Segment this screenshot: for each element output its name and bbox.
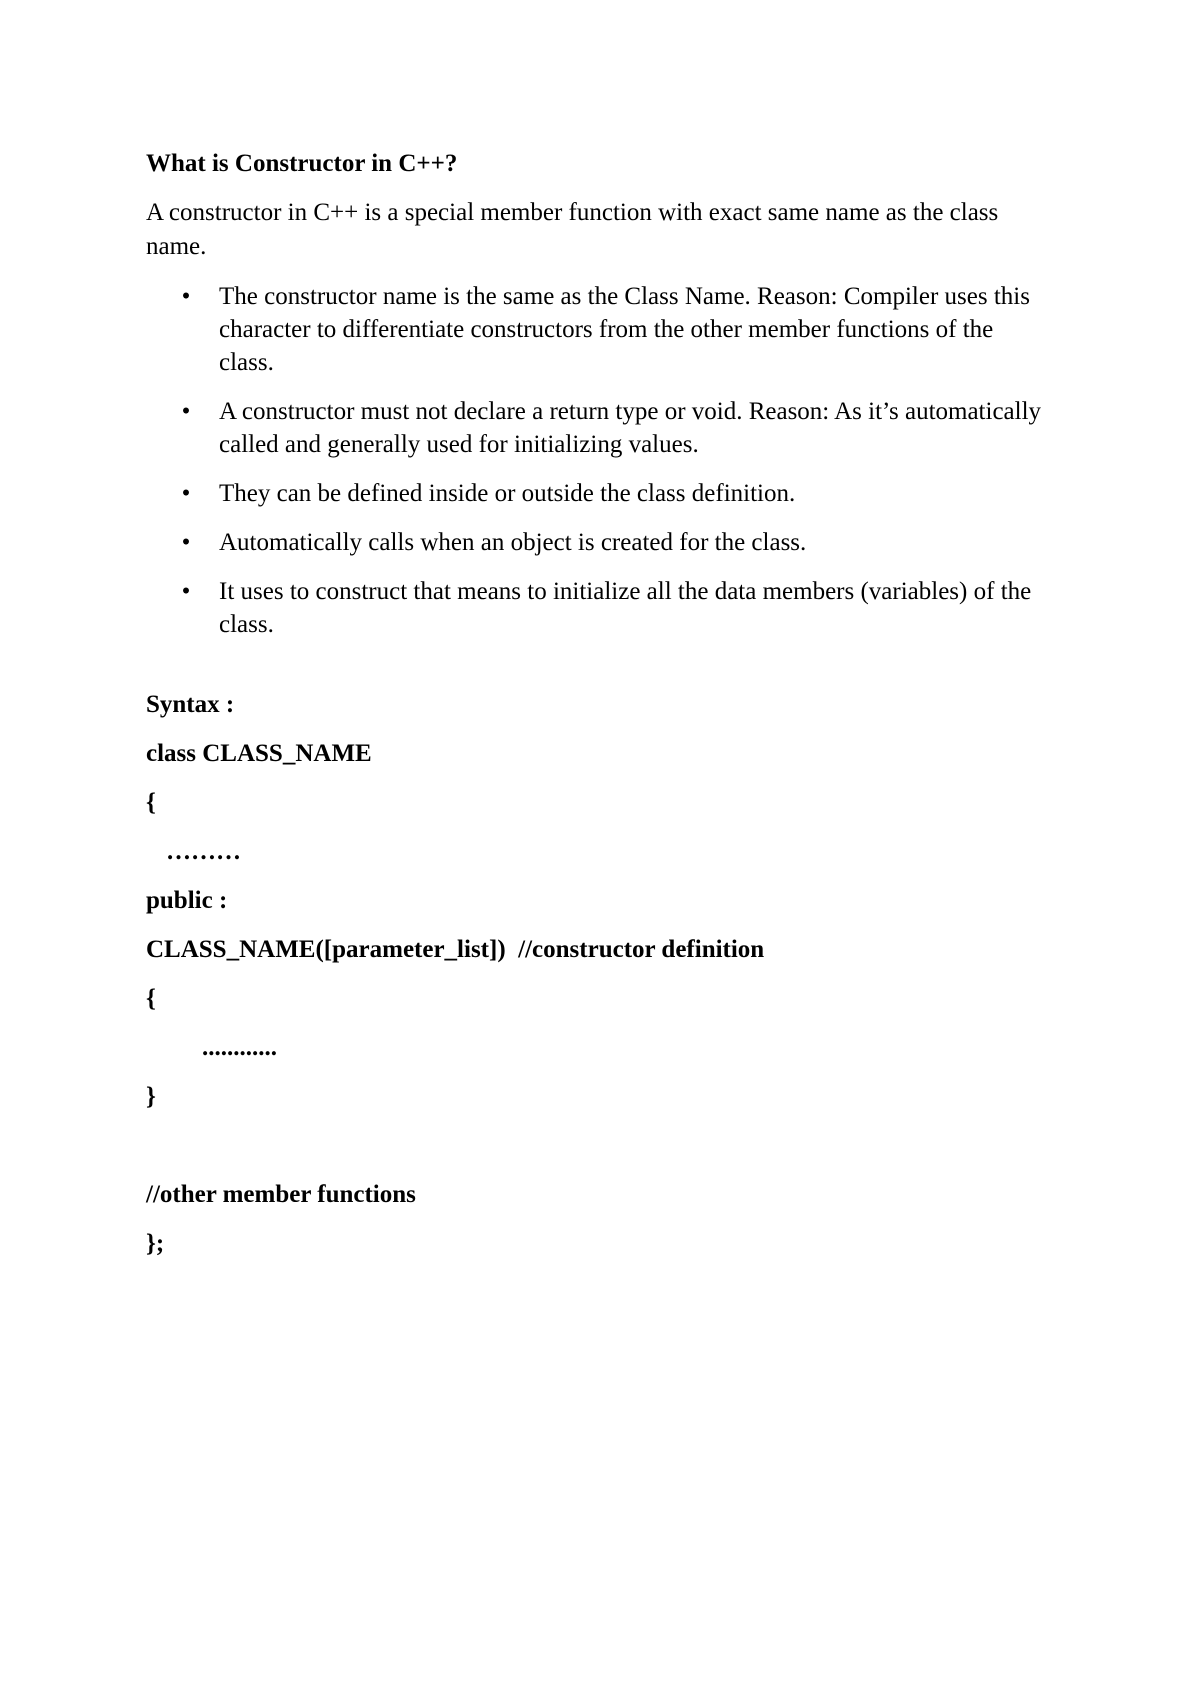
bullet-icon: • [181, 529, 191, 556]
ellipsis-line: ............ [202, 1034, 277, 1061]
list-item-text: They can be defined inside or outside the class definition. [219, 480, 796, 507]
close-brace: } [146, 1083, 156, 1110]
open-brace: { [146, 985, 156, 1012]
syntax-block [146, 689, 1046, 1260]
list-item [146, 395, 1046, 461]
list-item-text: It uses to construct that means to initialize all the data members (variables) of the class. [219, 578, 1032, 638]
class-declaration-line: class CLASS_NAME [146, 740, 372, 767]
bullet-icon: • [181, 578, 191, 605]
list-item [146, 477, 1046, 510]
ellipsis-line: ……… [166, 838, 241, 865]
list-item [146, 280, 1046, 379]
document-heading: What is Constructor in C++? [146, 150, 458, 177]
bullet-list [146, 280, 1046, 641]
list-item [146, 575, 1046, 641]
intro-paragraph: A constructor in C++ is a special member function with exact same name as the class name. [146, 199, 999, 260]
bullet-icon: • [181, 283, 191, 310]
syntax-label: Syntax : [146, 691, 235, 718]
open-brace: { [146, 789, 156, 816]
constructor-definition-line: CLASS_NAME([parameter_list]) //constructor definition [146, 936, 765, 963]
list-item-text: A constructor must not declare a return type or void. Reason: As it’s automatically called and generally used for initializing values. [219, 398, 1042, 458]
public-label: public : [146, 887, 228, 914]
bullet-icon: • [181, 398, 191, 425]
close-brace: }; [146, 1230, 165, 1257]
bullet-icon: • [181, 480, 191, 507]
list-item-text: Automatically calls when an object is created for the class. [219, 529, 807, 556]
document-page [146, 148, 1046, 1277]
other-members-comment: //other member functions [146, 1181, 416, 1208]
list-item [146, 526, 1046, 559]
list-item-text: The constructor name is the same as the Class Name. Reason: Compiler uses this character to differentiate constructors from the other member functions of the class. [219, 283, 1030, 376]
spacer [146, 1130, 1046, 1179]
